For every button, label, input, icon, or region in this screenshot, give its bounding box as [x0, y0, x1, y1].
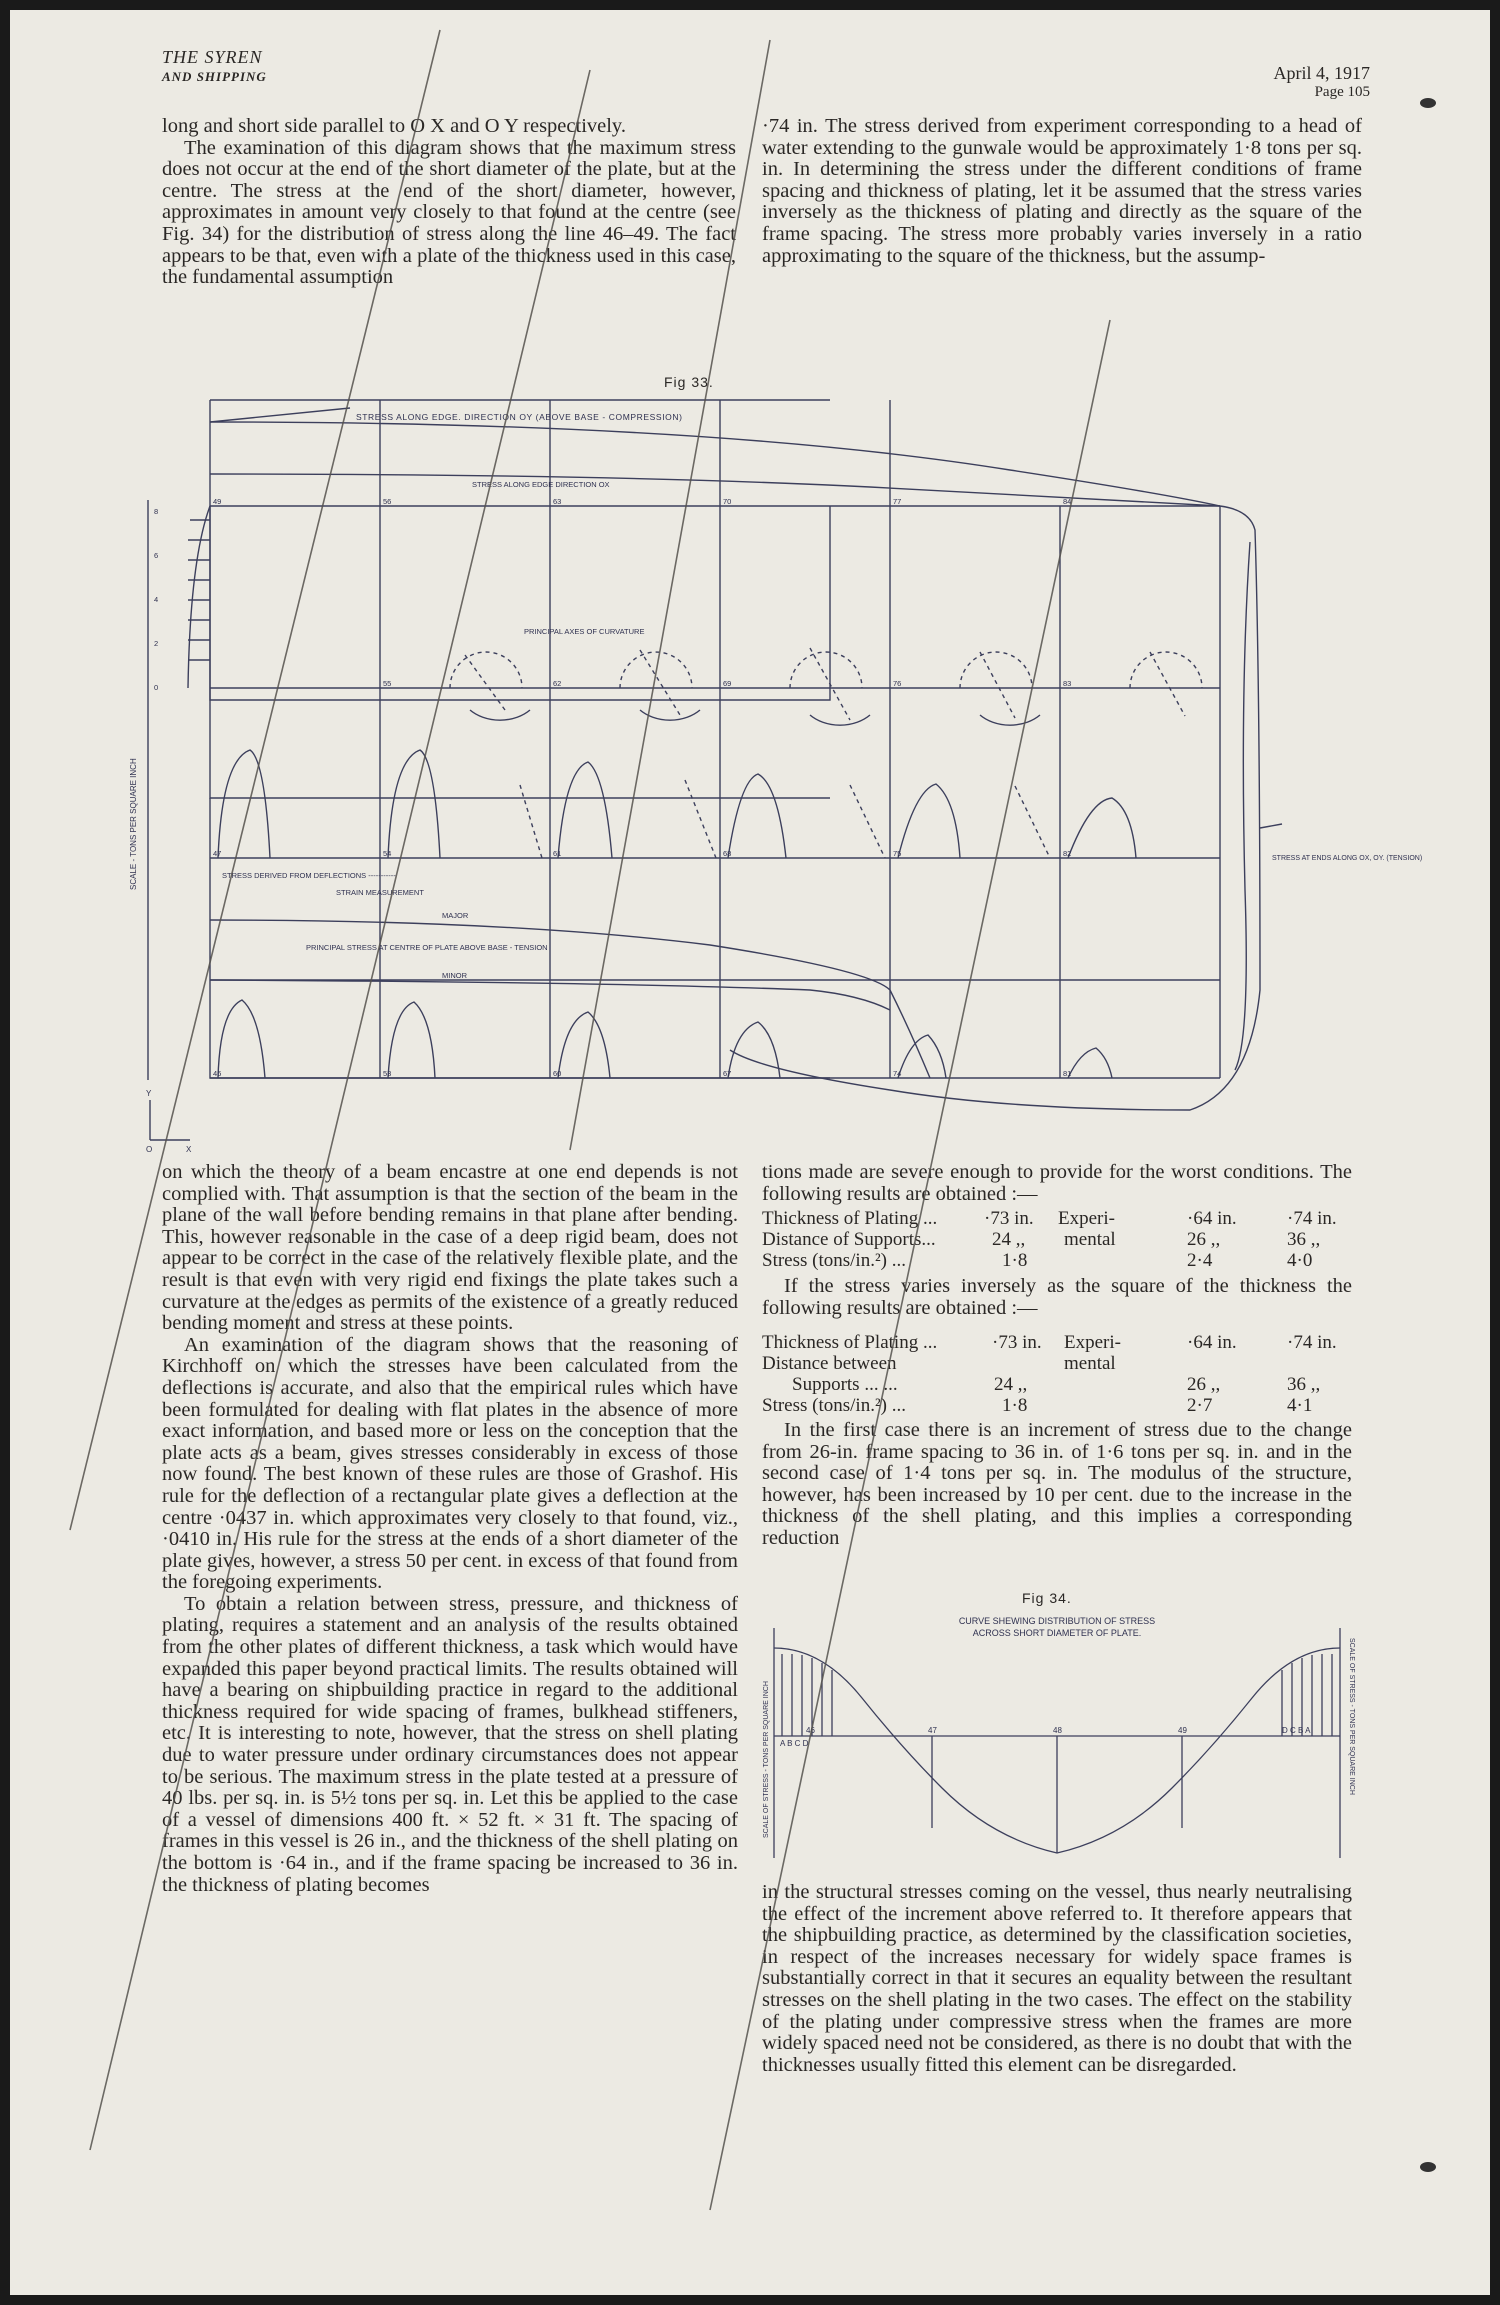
scale-tick: 0 [154, 683, 159, 692]
label-scale: SCALE - TONS PER SQUARE INCH [129, 758, 138, 890]
table-cell: mental [1064, 1229, 1116, 1250]
fig34-scale-right: SCALE OF STRESS - TONS PER SQUARE INCH [1348, 1638, 1355, 1795]
paragraph: An examination of the diagram shows that the reasoning of Kirchhoff on which the stresses have been calculated from the deflections is accurate, and also that the empirical rules which have been formulated for dealing with flat plates in the absence of more exact information, and based more or less on the conception that the plate acts as a beam, gives stresses considerably in excess of those now found. The best known of these rules are those of Grashof. His rule for the deflection of a rectangular plate gives a deflection at the centre ·0437 in. which approximates very closely to that found, viz., ·0410 in. His rule for the stress at the ends of a short diameter of the plate gives, however, a stress 50 per cent. in excess of that found from the foregoing experiments. [162, 1333, 738, 1594]
label-axis-o: O [146, 1145, 153, 1154]
left-letters: A B C D [780, 1739, 809, 1748]
point-label: 62 [553, 679, 562, 688]
point-label: 69 [723, 679, 732, 688]
scale-tick: 8 [154, 507, 159, 516]
table-cell: Distance of Supports... [762, 1229, 936, 1250]
paragraph: on which the theory of a beam encastre at one end depends is not complied with. That assumption is that the section of the beam in the plane of the wall before bending remains in that plane after bending. This, however reasonable in the case of a deep rigid beam, does not appear to be correct in the case of the relatively flexible plate, and the result is that even with very rigid end fixings the plate takes such a curvature at the edges as permits of the existence of a greatly reduced bending moment and stress at these points. [162, 1161, 738, 1335]
label-edge-ox: STRESS ALONG EDGE DIRECTION OX [472, 480, 610, 489]
point-label: 74 [893, 1069, 902, 1078]
point-label: 49 [1178, 1726, 1187, 1735]
scale-tick: 2 [154, 639, 159, 648]
fig34-scale-left: SCALE OF STRESS - TONS PER SQUARE INCH [763, 1681, 770, 1838]
point-label: 48 [1053, 1726, 1062, 1735]
label-axis-y: Y [146, 1089, 152, 1098]
pencil-marks [10, 10, 1490, 2295]
table-cell: ·64 in. [1187, 1208, 1237, 1229]
point-label: 46 [213, 1069, 222, 1078]
table-cell: ·73 in. [992, 1332, 1042, 1353]
ink-mark [1420, 98, 1436, 108]
table-cell: 36 ,, [1287, 1374, 1321, 1395]
fig34-title-line2: ACROSS SHORT DIAMETER OF PLATE. [972, 1628, 1142, 1638]
point-label: 47 [213, 849, 222, 858]
point-label: 60 [553, 1069, 562, 1078]
point-label: 77 [893, 497, 902, 506]
table-cell: 4·0 [1287, 1250, 1313, 1271]
point-label: 84 [1063, 497, 1072, 506]
table-cell: Experi- [1064, 1332, 1121, 1353]
paragraph: tions made are severe enough to provide for the worst conditions. The following results are obtained :— [762, 1161, 1352, 1205]
table-cell: 1·8 [1002, 1395, 1028, 1416]
table-cell: 2·7 [1187, 1395, 1213, 1416]
point-label: 63 [553, 497, 562, 506]
table-cell: ·64 in. [1187, 1332, 1237, 1353]
table-cell: 2·4 [1187, 1250, 1213, 1271]
point-label: 46 [806, 1726, 815, 1735]
table-cell: 26 ,, [1187, 1374, 1221, 1395]
point-label: 81 [1063, 1069, 1072, 1078]
scale-tick: 4 [154, 595, 159, 604]
label-strain: STRAIN MEASUREMENT [336, 888, 424, 897]
label-principal-axes: PRINCIPAL AXES OF CURVATURE [524, 627, 645, 636]
fig33-caption: Fig 33. [664, 374, 714, 390]
point-label: 68 [723, 849, 732, 858]
point-label: 83 [1063, 679, 1072, 688]
table-cell: ·74 in. [1287, 1332, 1337, 1353]
table-cell: 24 ,, [992, 1229, 1026, 1250]
point-label: 75 [893, 849, 902, 858]
issue-date: April 4, 1917 [1273, 63, 1370, 83]
label-major: MAJOR [442, 911, 469, 920]
table-cell: Experi- [1058, 1208, 1115, 1229]
paragraph: The examination of this diagram shows that the maximum stress does not occur at the end of the short diameter of the plate, but at the centre. The stress at the end of the short diameter, however, approximates in amount very closely to that found at the centre (see Fig. 34) for the distribution of stress along the line 46–49. The fact appears to be that, even with a plate of the thickness used in this case, the fundamental assumption [162, 136, 736, 289]
right-letters: D C B A [1282, 1726, 1311, 1735]
table-cell: Stress (tons/in.²) ... [762, 1250, 906, 1271]
table-cell: Distance between [762, 1353, 897, 1374]
paragraph: In the first case there is an increment of stress due to the change from 26-in. frame spacing to 36 in. of 1·6 tons per sq. in. and in the second case of 1·4 tons per sq. in. The modulus of the structure, however, has been increased by 10 per cent. due to the increase in the thickness of the shell plating, and this implies a corresponding reduction [762, 1419, 1352, 1549]
label-minor: MINOR [442, 971, 467, 980]
table-cell: 24 ,, [994, 1374, 1028, 1395]
table-cell: 26 ,, [1187, 1229, 1221, 1250]
fig34-caption: Fig 34. [1022, 1590, 1072, 1606]
table-cell: 1·8 [1002, 1250, 1028, 1271]
journal-title-line2: AND SHIPPING [162, 69, 267, 84]
point-label: 53 [383, 1069, 392, 1078]
table-cell: Supports ... ... [792, 1374, 898, 1395]
fig34-title-line1: CURVE SHEWING DISTRIBUTION OF STRESS [958, 1616, 1156, 1626]
paragraph: in the structural stresses coming on the vessel, thus nearly neutralising the effect of the increment above referred to. It therefore appears that the shipbuilding practice, as determined by the classification societies, in respect of the increases necessary for widely space frames is substantially correct in that it secures an equality between the resultant stresses on the shell plating in the two cases. The effect on the stability of the plating under compressive stress when the frames are more widely spaced need not be considered, as there is no doubt that with the thicknesses usually fitted this element can be disregarded. [762, 1881, 1352, 2076]
table-cell: mental [1064, 1353, 1116, 1374]
label-axis-x: X [186, 1145, 192, 1154]
ink-mark [1420, 2162, 1436, 2172]
point-label: 55 [383, 679, 392, 688]
point-label: 70 [723, 497, 732, 506]
table-cell: ·73 in. [984, 1208, 1034, 1229]
table-cell: ·74 in. [1287, 1208, 1337, 1229]
label-principal-stress: PRINCIPAL STRESS AT CENTRE OF PLATE ABOVE BASE - TENSION [306, 943, 548, 952]
page-number: Page 105 [1314, 84, 1370, 100]
point-label: 82 [1063, 849, 1072, 858]
point-label: 54 [383, 849, 392, 858]
paragraph: long and short side parallel to O X and O Y respectively. [162, 115, 626, 137]
table-cell: Thickness of Plating ... [762, 1332, 938, 1353]
table-cell: 4·1 [1287, 1395, 1313, 1416]
point-label: 67 [723, 1069, 732, 1078]
paragraph: To obtain a relation between stress, pressure, and thickness of plating, requires a statement and an analysis of the results obtained from the other plates of different thickness, a task which would have expanded this paper beyond practical limits. The results obtained will have a bearing on shipbuilding practice in regard to the additional thickness required for wide spacing of frames, bulkhead stiffeners, etc. It is interesting to note, however, that the stress on shell plating due to water pressure under ordinary circumstances does not appear to be serious. The maximum stress in the plate tested at a pressure of 40 lbs. per sq. in. is 5½ tons per sq. in. Let this be applied to the case of a vessel of dimensions 400 ft. × 52 ft. × 31 ft. The spacing of frames in this vessel is 26 in., and the thickness of the shell plating on the bottom is ·64 in., and if the frame spacing be increased to 36 in. the thickness of plating becomes [162, 1592, 738, 1896]
paragraph: ·74 in. The stress derived from experiment corresponding to a head of water extending to the gunwale would be approximately 1·8 tons per sq. in. In determining the stress under the different conditions of frame spacing and thickness of plating, let it be assumed that the stress varies inversely as the thickness of plating and directly as the square of the frame spacing. The stress more probably varies inversely in a ratio approximating to the square of the thickness, but the assump- [762, 115, 1362, 267]
journal-title-line1: THE SYREN [162, 47, 263, 67]
point-label: 56 [383, 497, 392, 506]
point-label: 61 [553, 849, 562, 858]
point-label: 49 [213, 497, 222, 506]
label-deflections: STRESS DERIVED FROM DEFLECTIONS ----------- [222, 871, 396, 880]
label-ends: STRESS AT ENDS ALONG OX, OY. (TENSION) [1272, 855, 1423, 862]
table-cell: 36 ,, [1287, 1229, 1321, 1250]
point-label: 47 [928, 1726, 937, 1735]
document-page [10, 10, 1490, 2295]
label-edge-oy: STRESS ALONG EDGE. DIRECTION OY (ABOVE BASE - COMPRESSION) [356, 412, 683, 422]
point-label: 76 [893, 679, 902, 688]
scale-tick: 6 [154, 551, 159, 560]
table-cell: Thickness of Plating ... [762, 1208, 938, 1229]
paragraph: If the stress varies inversely as the square of the thickness the following results are obtained :— [762, 1275, 1352, 1319]
table-cell: Stress (tons/in.²) ... [762, 1395, 906, 1416]
